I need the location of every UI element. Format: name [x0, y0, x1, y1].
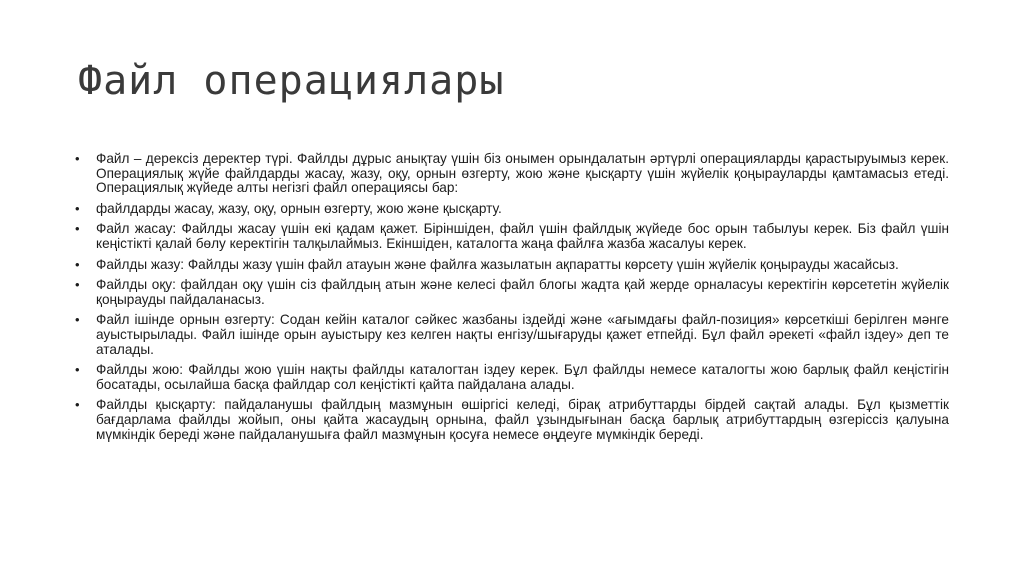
bullet-icon: •	[75, 362, 80, 378]
bullet-item	[75, 200, 949, 217]
bullet-text: Файл – дерексіз деректер түрі. Файлды дұрыс анықтау үшін біз онымен орындалатын әртүрлі операцияларды қарастыруымыз керек. Операциялық жүйе файлдарды жасау, жазу, оқу, орнын өзгерту, жою және қысқарту үшін жүйелік қоңырауларды қамтамасыз етеді. Операциялық жүйеде алты негізгі файл операциясы бар:	[96, 151, 949, 196]
bullet-item	[75, 256, 949, 273]
bullet-text: Файлды жазу: Файлды жазу үшін файл атауын және файлға жазылатын ақпаратты көрсету үшін жүйелік қоңырауды жасайсыз.	[96, 256, 899, 272]
bullet-icon: •	[75, 312, 80, 328]
bullet-text: Файл жасау: Файлды жасау үшін екі қадам қажет. Біріншіден, файл үшін файлдық жүйеде бос орын табылуы керек. Біз файл үшін кеңістікті қалай бөлу керектігін талқылаймыз. Екіншіден, каталогта жаңа файлға жазба жасалуы керек.	[96, 221, 949, 251]
bullet-item	[75, 221, 949, 251]
bullet-text: Файлды жою: Файлды жою үшін нақты файлды каталогтан іздеу керек. Бұл файлды немесе каталогты жою барлық файл кеңістігін босатады, осылайша басқа файлдар сол кеңістікті қайта пайдалана алады.	[96, 362, 949, 392]
bullet-icon: •	[75, 277, 80, 293]
bullet-text: Файлды қысқарту: пайдаланушы файлдың мазмұнын өшіргісі келеді, бірақ атрибуттарды бірдей сақтай алады. Бұл қызметтік бағдарлама файлды жойып, оны қайта жасаудың орнына, файл ұзындығынан басқа барлық атрибуттардың өзгеріссіз қалуына мүмкіндік береді және пайдаланушыға файл мазмұнын қосуға немесе өңдеуге мүмкіндік береді.	[96, 397, 949, 442]
bullet-item	[75, 362, 949, 392]
slide-title: Файл операциялары	[78, 58, 505, 104]
bullet-icon: •	[75, 221, 80, 237]
bullet-icon: •	[75, 151, 80, 166]
bullet-item	[75, 151, 949, 196]
bullet-item	[75, 277, 949, 307]
bullet-item	[75, 312, 949, 357]
bullet-icon: •	[75, 256, 80, 272]
bullet-item	[75, 397, 949, 442]
bullet-icon: •	[75, 397, 80, 413]
bullet-text: Файлды оқу: файлдан оқу үшін сіз файлдың атын және келесі файл блогы жадта қай жерде орналасуы керектігін көрсететін жүйелік қоңырауды пайдаланасыз.	[96, 277, 949, 307]
bullet-text: файлдарды жасау, жазу, оқу, орнын өзгерту, жою және қысқарту.	[96, 200, 502, 216]
bullet-text: Файл ішінде орнын өзгерту: Содан кейін каталог сәйкес жазбаны іздейді және «ағымдағы файл-позиция» көрсеткіші берілген мәнге ауыстырылады. Файл ішінде орын ауыстыру кез келген нақты енгізу/шығаруды қажет етпейді. Бұл файл әрекеті «файл іздеу» деп те аталады.	[96, 312, 949, 357]
bullet-list	[75, 151, 949, 448]
bullet-icon: •	[75, 200, 80, 216]
